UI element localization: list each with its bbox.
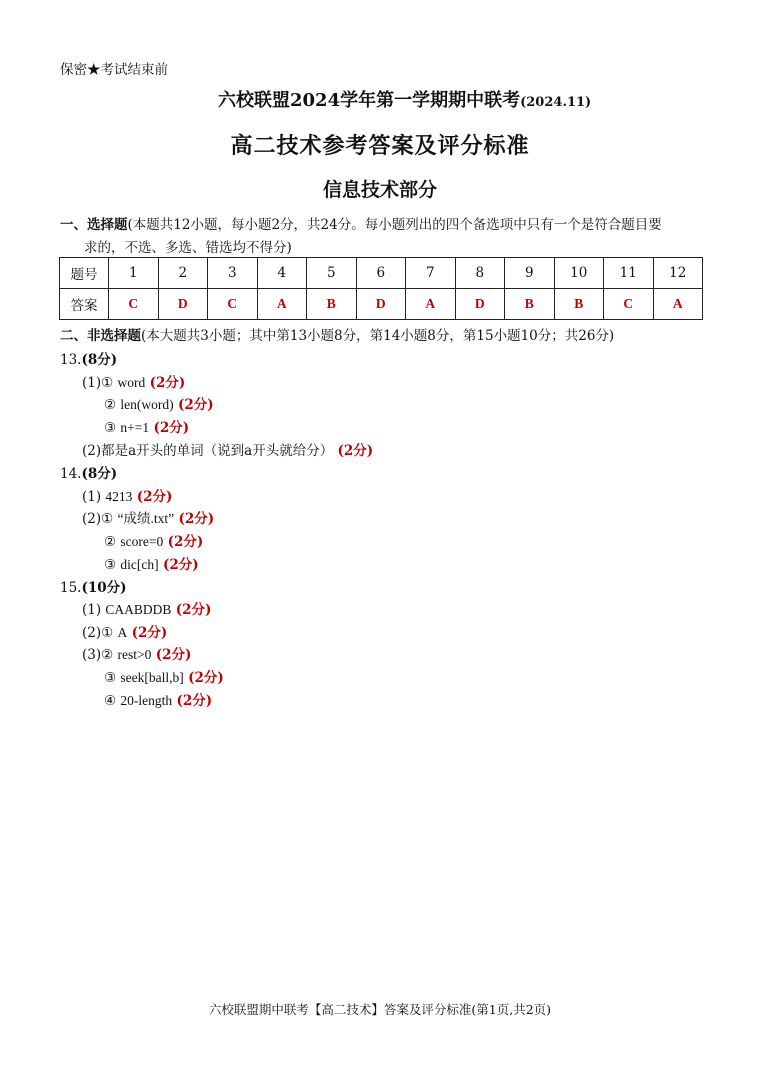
section-title: 信息技术部分 [322, 179, 437, 201]
part2-desc: (本大题共3小题；其中第13小题8分，第14小题8分，第15小题10分；共26分) [141, 328, 615, 344]
exam-title [218, 86, 591, 112]
q15-heading [60, 576, 127, 596]
q14-label: 14. [60, 466, 82, 482]
confidential-label: 保密★考试结束前 [60, 62, 168, 78]
part1-desc-line2: 求的，不选、多选、错选均不得分) [84, 240, 292, 256]
question-number-cell: 8 [455, 258, 505, 289]
question-number-cell: 10 [554, 258, 604, 289]
q13-l2-prefix: ② [104, 397, 117, 413]
q15-l4-answer: seek[ball,b] [120, 670, 184, 685]
question-number-cell: 2 [158, 258, 208, 289]
part2-heading-line [60, 324, 614, 344]
question-number-cell: 4 [257, 258, 307, 289]
q13-l4-text: (2)都是a开头的单词（说到a开头就给分） [82, 443, 334, 459]
q14-l1-prefix: (1) [82, 489, 102, 505]
q15-l5-prefix: ④ [104, 693, 117, 709]
q13-l3-answer: n+=1 [120, 420, 150, 435]
q13-l2-score: (2分) [177, 397, 214, 413]
q15-l5-answer: 20-length [120, 693, 173, 708]
q15-l4-prefix: ③ [104, 670, 117, 686]
q13-l3-prefix: ③ [104, 420, 117, 436]
question-number-cell: 1 [109, 258, 159, 289]
answer-cell: B [554, 289, 604, 320]
q15-l2-answer: A [117, 625, 128, 640]
question-number-cell: 11 [604, 258, 654, 289]
question-number-cell: 7 [406, 258, 456, 289]
q14-l3-score: (2分) [167, 534, 204, 550]
row-label-number: 题号 [60, 258, 109, 289]
part1-desc-line1: (本题共12小题，每小题2分，共24分。每小题列出的四个备选项中只有一个是符合题目要 [127, 217, 662, 233]
q13-l3-score: (2分) [153, 420, 190, 436]
q13-l1-prefix: (1)① [82, 375, 114, 391]
question-number-cell: 6 [356, 258, 406, 289]
answer-cell: A [257, 289, 307, 320]
q15-l3-score: (2分) [155, 647, 192, 663]
q15-l2-prefix: (2)① [82, 625, 114, 641]
answer-cell: B [307, 289, 357, 320]
q15-line5 [104, 689, 212, 709]
part1-heading: 一、选择题 [60, 217, 128, 233]
q15-label: 15. [60, 580, 82, 596]
q15-line2 [82, 621, 167, 641]
q14-heading [60, 462, 117, 482]
q14-line3 [104, 530, 203, 550]
answer-cell: D [455, 289, 505, 320]
table-row-numbers [60, 258, 703, 289]
q15-l1-answer: CAABDDB [105, 602, 172, 617]
q14-l1-score: (2分) [136, 489, 173, 505]
q14-l3-answer: score=0 [120, 534, 164, 549]
table-row-answers [60, 289, 703, 320]
q15-line1 [82, 598, 211, 618]
page-footer: 六校联盟期中联考【高二技术】答案及评分标准(第1页,共2页) [208, 1002, 552, 1017]
q14-l4-prefix: ③ [104, 557, 117, 573]
q14-l2-score: (2分) [178, 511, 215, 527]
answer-cell: C [109, 289, 159, 320]
answer-cell: C [208, 289, 258, 320]
q14-l4-answer: dic[ch] [120, 557, 159, 572]
q13-l2-answer: len(word) [120, 397, 174, 412]
q14-l2-answer: “成绩.txt” [117, 511, 175, 526]
q15-l4-score: (2分) [188, 670, 224, 686]
q15-l3-prefix: (3)② [82, 647, 114, 663]
document-subtitle: 高二技术参考答案及评分标准 [230, 133, 530, 159]
q14-line1 [82, 485, 172, 505]
q14-line4 [104, 553, 199, 573]
exam-title-text: 六校联盟2024学年第一学期期中联考 [218, 90, 521, 111]
q15-l1-score: (2分) [175, 602, 212, 618]
part2-heading: 二、非选择题 [60, 328, 141, 344]
q15-score: (10分) [81, 580, 127, 596]
q14-score: (8分) [81, 466, 118, 482]
q13-l4-score: (2分) [337, 443, 374, 459]
q13-line2 [104, 393, 214, 413]
q13-score: (8分) [81, 352, 118, 368]
q15-line3 [82, 643, 191, 663]
q13-heading [60, 348, 117, 368]
q13-label: 13. [60, 352, 82, 368]
answer-cell: A [406, 289, 456, 320]
q15-l3-answer: rest>0 [117, 647, 152, 662]
q13-line4 [82, 439, 373, 459]
answer-cell: C [604, 289, 654, 320]
q13-line3 [104, 416, 189, 436]
q14-l1-answer: 4213 [105, 489, 133, 504]
q13-line1 [82, 371, 185, 391]
q13-l1-answer: word [117, 375, 146, 390]
q15-l5-score: (2分) [176, 693, 213, 709]
q14-l2-prefix: (2)① [82, 511, 114, 527]
answer-cell: D [356, 289, 406, 320]
answer-table [59, 257, 703, 320]
question-number-cell: 5 [307, 258, 357, 289]
q14-line2 [82, 507, 214, 527]
q14-l4-score: (2分) [162, 557, 199, 573]
question-number-cell: 12 [653, 258, 703, 289]
exam-date: (2024.11) [520, 95, 592, 110]
q15-l1-prefix: (1) [82, 602, 102, 618]
answer-cell: D [158, 289, 208, 320]
question-number-cell: 9 [505, 258, 555, 289]
q15-line4 [104, 666, 224, 686]
q15-l2-score: (2分) [131, 625, 168, 641]
question-number-cell: 3 [208, 258, 258, 289]
answer-cell: A [653, 289, 703, 320]
answer-cell: B [505, 289, 555, 320]
row-label-answer: 答案 [60, 289, 109, 320]
q14-l3-prefix: ② [104, 534, 117, 550]
part1-heading-line [60, 213, 662, 233]
q13-l1-score: (2分) [149, 375, 186, 391]
